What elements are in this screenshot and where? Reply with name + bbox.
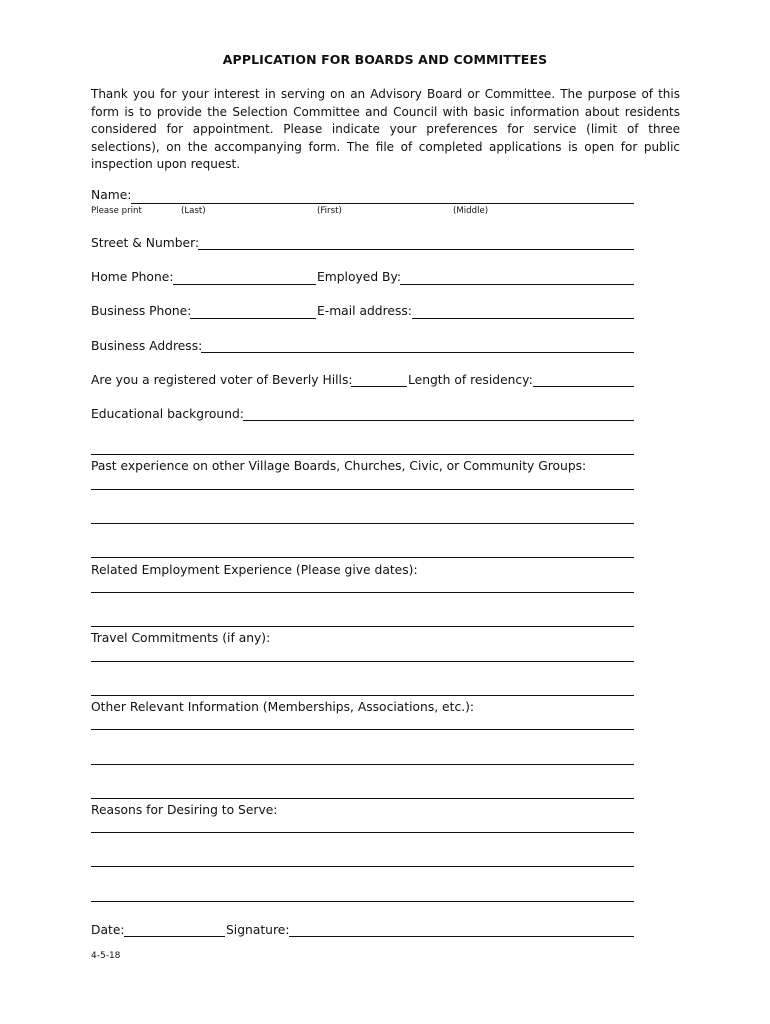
- last-name-caption: (Last): [181, 206, 206, 216]
- name-field[interactable]: [131, 203, 634, 204]
- email-label: E-mail address:: [317, 304, 412, 318]
- signature-field[interactable]: [289, 936, 634, 937]
- other-info-line[interactable]: [91, 764, 634, 765]
- other-info-label: Other Relevant Information (Memberships, Associations, etc.):: [91, 700, 475, 714]
- reasons-label: Reasons for Desiring to Serve:: [91, 803, 278, 817]
- home-phone-label: Home Phone:: [91, 270, 174, 284]
- business-address-label: Business Address:: [91, 339, 203, 353]
- signature-label: Signature:: [226, 923, 290, 937]
- other-info-line[interactable]: [91, 729, 634, 730]
- reasons-line[interactable]: [91, 832, 634, 833]
- employment-experience-label: Related Employment Experience (Please give dates):: [91, 563, 418, 577]
- past-experience-line[interactable]: [91, 523, 634, 524]
- email-field[interactable]: [412, 318, 634, 319]
- home-phone-field[interactable]: [173, 284, 316, 285]
- name-label: Name:: [91, 188, 132, 202]
- business-address-field[interactable]: [201, 352, 634, 353]
- travel-label: Travel Commitments (if any):: [91, 631, 271, 645]
- date-label: Date:: [91, 923, 125, 937]
- past-experience-line[interactable]: [91, 557, 634, 558]
- past-experience-label: Past experience on other Village Boards, Churches, Civic, or Community Groups:: [91, 459, 587, 473]
- residency-label: Length of residency:: [408, 373, 533, 387]
- employment-experience-line[interactable]: [91, 592, 634, 593]
- street-label: Street & Number:: [91, 236, 200, 250]
- travel-line[interactable]: [91, 695, 634, 696]
- education-extra-line[interactable]: [91, 454, 634, 455]
- employed-by-field[interactable]: [400, 284, 634, 285]
- travel-line[interactable]: [91, 661, 634, 662]
- education-field[interactable]: [243, 420, 634, 421]
- first-name-caption: (First): [317, 206, 342, 216]
- business-phone-label: Business Phone:: [91, 304, 192, 318]
- reasons-line[interactable]: [91, 866, 634, 867]
- employed-by-label: Employed By:: [317, 270, 402, 284]
- intro-paragraph: Thank you for your interest in serving on an Advisory Board or Committee. The purpose of this form is to provide the Selection Committee and Council with basic information about residents considered for appointment. Please indicate your preferences for service (limit of three selections), on the accompanying form. The file of completed applications is open for public inspection upon request.: [91, 87, 680, 171]
- date-field[interactable]: [124, 936, 225, 937]
- revision-date: 4-5-18: [91, 951, 121, 961]
- middle-name-caption: (Middle): [453, 206, 489, 216]
- past-experience-line[interactable]: [91, 489, 634, 490]
- form-title: APPLICATION FOR BOARDS AND COMMITTEES: [222, 52, 548, 67]
- reasons-line[interactable]: [91, 901, 634, 902]
- registered-voter-field[interactable]: [351, 386, 407, 387]
- employment-experience-line[interactable]: [91, 626, 634, 627]
- other-info-line[interactable]: [91, 798, 634, 799]
- please-print-note: Please print: [91, 206, 142, 216]
- residency-field[interactable]: [533, 386, 634, 387]
- street-field[interactable]: [198, 249, 634, 250]
- education-label: Educational background:: [91, 407, 244, 421]
- registered-voter-label: Are you a registered voter of Beverly Hills:: [91, 373, 353, 387]
- business-phone-field[interactable]: [190, 318, 316, 319]
